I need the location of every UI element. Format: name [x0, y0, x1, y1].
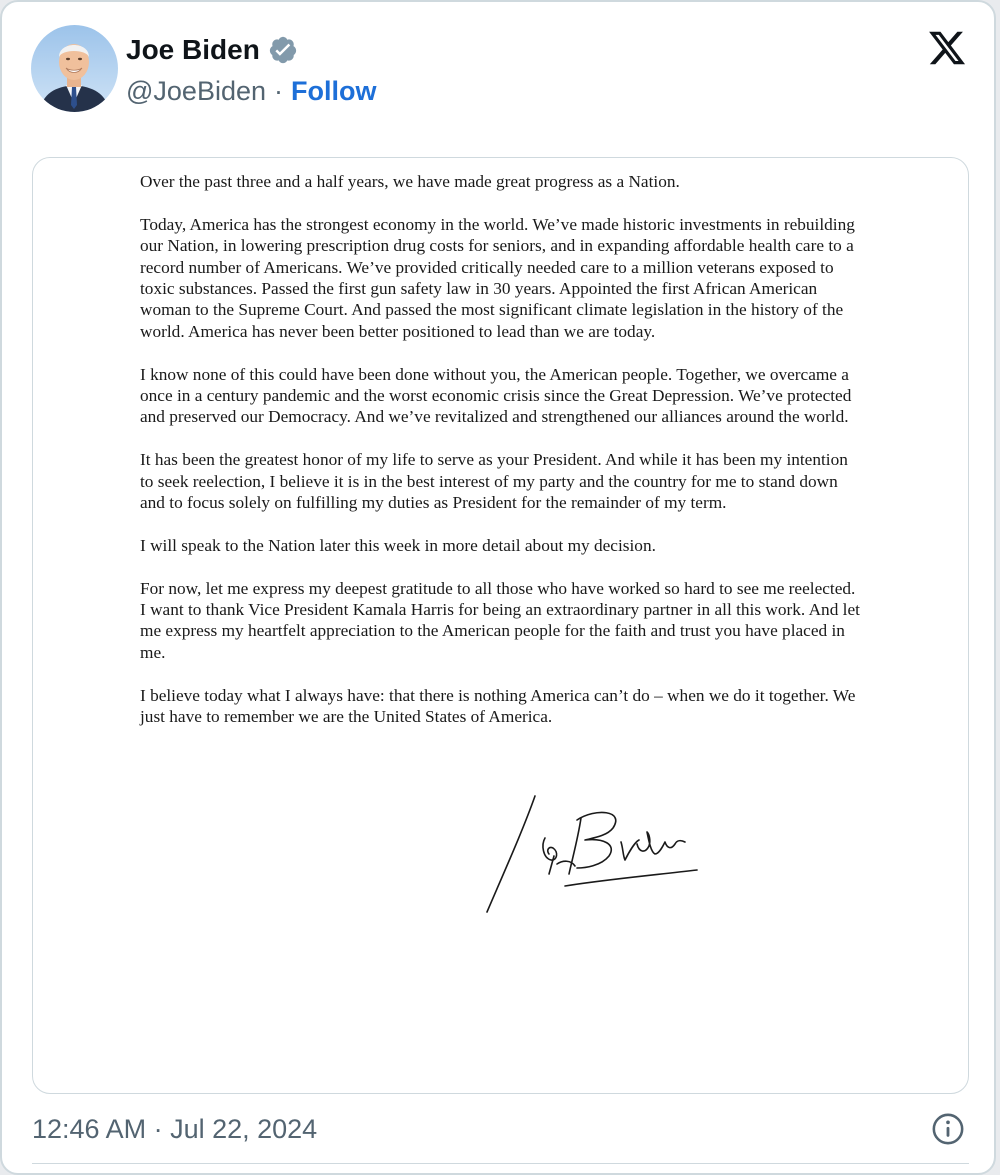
verified-badge-icon[interactable] [268, 35, 298, 65]
x-logo-icon[interactable] [926, 28, 968, 68]
author-handle[interactable]: @JoeBiden [126, 76, 266, 106]
handle-separator: · [274, 76, 283, 106]
avatar-photo [31, 25, 118, 112]
letter-body [140, 171, 860, 749]
letter-paragraph: I believe today what I always have: that there is nothing America can’t do – when we do it together. We just have to remember we are the United States of America. [140, 685, 856, 727]
letter-paragraph: Over the past three and a half years, we have made great progress as a Nation. [140, 172, 680, 191]
follow-button[interactable]: Follow [291, 76, 377, 106]
author-display-name[interactable]: Joe Biden [126, 34, 260, 65]
author-name-row [126, 30, 298, 70]
author-handle-row [126, 72, 376, 110]
letter-image[interactable] [32, 157, 969, 1094]
signature [453, 790, 698, 925]
letter-paragraph: For now, let me express my deepest gratitude to all those who have worked so hard to see me reelected. I want to thank Vice President Kamala Harris for being an extraordinary partner in all this work. And let me express my heartfelt appreciation to the American people for the faith and trust you have placed in me. [140, 578, 860, 662]
letter-paragraph: It has been the greatest honor of my life to serve as your President. And while it has been my intention to seek reelection, I believe it is in the best interest of my party and the country for me to stand down and to focus solely on fulfilling my duties as President for the remainder of my term. [140, 450, 848, 513]
info-icon[interactable] [931, 1112, 965, 1146]
letter-paragraph: I know none of this could have been done without you, the American people. Together, we overcame a once in a century pandemic and the worst economic crisis since the Great Depression. We’ve protected and preserved our Democracy. And we’ve revitalized and strengthened our alliances around the world. [140, 364, 852, 427]
avatar[interactable] [31, 25, 118, 112]
tweet-timestamp[interactable]: 12:46 AM · Jul 22, 2024 [32, 1114, 318, 1144]
letter-paragraph: Today, America has the strongest economy in the world. We’ve made historic investments in rebuilding our Nation, in lowering prescription drug costs for seniors, and in expanding affordable health care to a record number of Americans. We’ve provided critically needed care to a million veterans exposed to toxic substances. Passed the first gun safety law in 30 years. Appointed the first African American woman to the Supreme Court. And passed the most significant climate legislation in the history of the world. America has never been better positioned to lead than we are today. [140, 214, 855, 341]
letter-paragraph: I will speak to the Nation later this week in more detail about my decision. [140, 535, 656, 555]
